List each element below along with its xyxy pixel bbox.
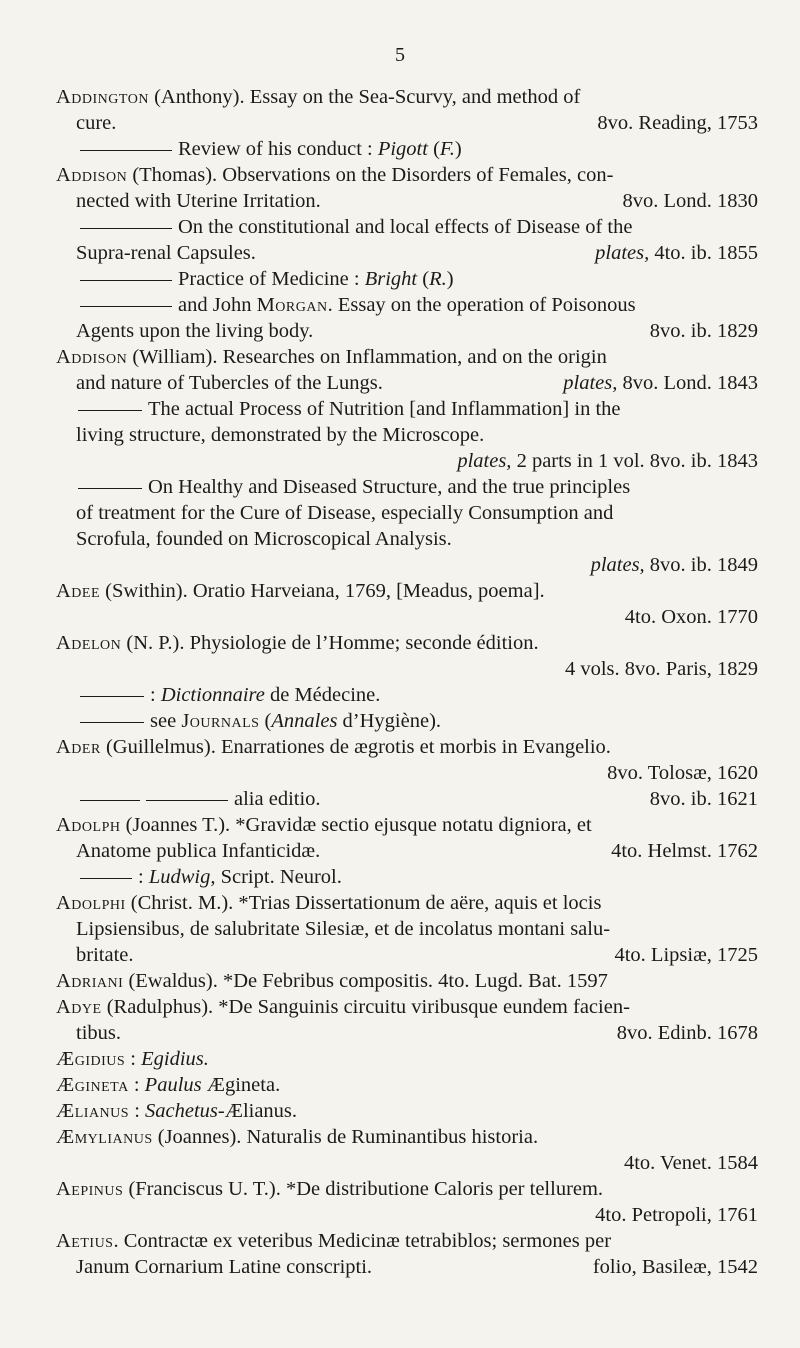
entry-text: : <box>128 1074 145 1096</box>
publication-info: 8vo. Reading, 1753 <box>597 112 758 134</box>
entry-text: ( <box>259 710 272 732</box>
entry-text: Review of his conduct : <box>178 138 378 160</box>
entry-text: alia editio. <box>234 788 321 810</box>
cross-reference: Ludwig, <box>148 866 216 888</box>
entry-text: cure. <box>76 112 117 134</box>
entry-text: On Healthy and Diseased Structure, and the true principles <box>148 476 631 498</box>
entry-aetius <box>56 1228 758 1280</box>
publication-info <box>56 552 758 578</box>
entry-text: . Essay on the operation of Poisonous <box>327 294 636 316</box>
author-name: Æmylianus <box>56 1126 153 1148</box>
cross-reference: Sachetus- <box>145 1100 225 1122</box>
entry-text: ( <box>417 268 430 290</box>
plates-note: plates, <box>590 554 645 576</box>
entry-text: (Joannes T.). *Gravidæ sectio ejusque notatu digniora, et <box>120 814 592 836</box>
cross-reference: Pigott <box>377 138 428 160</box>
entry-text: ) <box>446 268 454 290</box>
publication-info: 4to. Lipsiæ, 1725 <box>614 944 758 966</box>
author-name: Addison <box>56 164 128 186</box>
ditto-dash <box>78 488 142 489</box>
entry-text: and John <box>178 294 257 316</box>
entry-text: Script. Neurol. <box>215 866 342 888</box>
entry-text: Scrofula, founded on Microscopical Analysis. <box>76 528 452 550</box>
author-name: Addison <box>56 346 128 368</box>
entry-ader <box>56 734 758 786</box>
entry-aegineta <box>56 1072 758 1098</box>
publication-info <box>595 240 758 266</box>
entry-addison-supra-renal <box>56 214 758 266</box>
plates-note: plates, <box>457 450 512 472</box>
entry-text: (Thomas). Observations on the Disorders of Females, con- <box>127 164 614 186</box>
cross-reference: Egidius. <box>141 1048 209 1070</box>
author-name: Ægidius <box>56 1048 126 1070</box>
entry-adelon <box>56 630 758 682</box>
entry-adee <box>56 578 758 630</box>
author-name: Adye <box>56 996 102 1018</box>
entry-aegidius <box>56 1046 758 1072</box>
entry-text: ) <box>454 138 462 160</box>
entry-text: ( <box>427 138 440 160</box>
publication-info: 8vo. Lond. 1830 <box>622 190 758 212</box>
publication-detail: 4to. ib. 1855 <box>649 242 758 264</box>
cross-reference: Paulus <box>144 1074 202 1096</box>
entry-addison-practice <box>56 266 758 292</box>
publication-info: 8vo. Tolosæ, 1620 <box>607 762 758 784</box>
entry-text: Ægineta. <box>201 1074 281 1096</box>
entry-text: and nature of Tubercles of the Lungs. <box>76 372 383 394</box>
entry-text: Supra-renal Capsules. <box>76 242 256 264</box>
entry-text: : <box>129 1100 146 1122</box>
author-name: Aetius <box>56 1230 114 1252</box>
publication-info: 8vo. ib. 1621 <box>649 788 758 810</box>
author-name: Adolphi <box>56 892 126 914</box>
publication-info: 4to. Venet. 1584 <box>623 1152 758 1174</box>
cross-reference: Bright <box>364 268 418 290</box>
publication-detail: 8vo. ib. 1849 <box>644 554 758 576</box>
ditto-dash <box>146 800 228 801</box>
author-name: Addington <box>56 86 149 108</box>
entry-aemylianus <box>56 1124 758 1176</box>
entry-addington-review <box>56 136 758 162</box>
entry-addison-nutrition <box>56 396 758 474</box>
publication-detail: 8vo. Lond. 1843 <box>617 372 758 394</box>
entry-addison-healthy <box>56 474 758 578</box>
author-name: Adee <box>56 580 101 602</box>
entry-text: (Guillelmus). Enarrationes de ægrotis et morbis in Evangelio. <box>100 736 611 758</box>
entry-aepinus <box>56 1176 758 1228</box>
entry-text: (Anthony). Essay on the Sea-Scurvy, and method of <box>148 86 581 108</box>
entry-text: On the constitutional and local effects of Disease of the <box>178 216 633 238</box>
entry-text: Janum Cornarium Latine conscripti. <box>76 1256 373 1278</box>
entry-text: britate. <box>76 944 134 966</box>
entry-text: d’Hygiène). <box>337 710 442 732</box>
entry-adye <box>56 994 758 1046</box>
publication-info: 8vo. ib. 1829 <box>649 320 758 342</box>
entry-text: (N. P.). Physiologie de l’Homme; seconde édition. <box>121 632 539 654</box>
entry-text: (Ewaldus). *De Febribus compositis. 4to. Lugd. Bat. 1597 <box>123 970 608 992</box>
entry-text: de Médecine. <box>264 684 381 706</box>
cross-reference: Annales <box>271 710 338 732</box>
entry-addison-william <box>56 344 758 396</box>
entry-text: see <box>150 710 182 732</box>
publication-info: 4to. Petropoli, 1761 <box>595 1204 758 1226</box>
entry-text: tibus. <box>76 1022 121 1044</box>
entry-text: of treatment for the Cure of Disease, especially Consumption and <box>76 502 614 524</box>
entry-text: Practice of Medicine : <box>178 268 365 290</box>
entry-text: Agents upon the living body. <box>76 320 314 342</box>
entry-adelon-journals <box>56 708 758 734</box>
entry-text: (Christ. M.). *Trias Dissertationum de aëre, aquis et locis <box>125 892 602 914</box>
entry-addington <box>56 84 758 136</box>
ditto-dash <box>80 696 144 697</box>
ditto-dash <box>80 306 172 307</box>
entry-text: : <box>150 684 161 706</box>
ditto-dash <box>80 150 172 151</box>
author-name: Adolph <box>56 814 121 836</box>
author-name: Ader <box>56 736 101 758</box>
ditto-dash <box>80 800 140 801</box>
author-name: Aepinus <box>56 1178 124 1200</box>
author-name: Adriani <box>56 970 124 992</box>
entry-text: : <box>125 1048 142 1070</box>
entry-adolph-ludwig <box>56 864 758 890</box>
page-number: 5 <box>395 44 405 66</box>
entry-text: Anatome publica Infanticidæ. <box>76 840 321 862</box>
entry-adriani <box>56 968 758 994</box>
entry-adolphi <box>56 890 758 968</box>
author-name: Adelon <box>56 632 122 654</box>
ditto-dash <box>80 228 172 229</box>
publication-info: 4 vols. 8vo. Paris, 1829 <box>564 658 758 680</box>
publication-info: folio, Basileæ, 1542 <box>592 1256 758 1278</box>
ditto-dash <box>80 280 172 281</box>
entry-text: . Contractæ ex veteribus Medicinæ tetrabiblos; sermones per <box>113 1230 612 1252</box>
entry-text: living structure, demonstrated by the Microscope. <box>76 424 485 446</box>
publication-info <box>563 370 758 396</box>
entry-text: (William). Researches on Inflammation, and on the origin <box>127 346 607 368</box>
entry-text: Ælianus. <box>224 1100 298 1122</box>
ditto-dash <box>80 878 132 879</box>
entry-text: (Joannes). Naturalis de Ruminantibus historia. <box>152 1126 539 1148</box>
cross-reference: Dictionnaire <box>160 684 265 706</box>
entry-text: (Franciscus U. T.). *De distributione Caloris per tellurem. <box>123 1178 604 1200</box>
bibliography-list <box>56 84 758 1280</box>
entry-aelianus <box>56 1098 758 1124</box>
entry-text: (Radulphus). *De Sanguinis circuitu viribusque eundem facien- <box>101 996 630 1018</box>
author-name: Morgan <box>256 294 328 316</box>
publication-info: 8vo. Edinb. 1678 <box>616 1022 758 1044</box>
publication-info: 4to. Oxon. 1770 <box>624 606 758 628</box>
entry-text: Lipsiensibus, de salubritate Silesiæ, et de incolatus montani salu- <box>76 918 611 940</box>
author-name: Ægineta <box>56 1074 129 1096</box>
ditto-dash <box>78 410 142 411</box>
cross-reference: R. <box>429 268 447 290</box>
entry-text: (Swithin). Oratio Harveiana, 1769, [Meadus, poema]. <box>100 580 545 602</box>
plates-note: plates, <box>563 372 618 394</box>
publication-info <box>56 448 758 474</box>
publication-info: 4to. Helmst. 1762 <box>611 840 758 862</box>
entry-text: The actual Process of Nutrition [and Inflammation] in the <box>148 398 621 420</box>
cross-reference: F. <box>439 138 455 160</box>
entry-ader-alia <box>56 786 758 812</box>
entry-adelon-dictionnaire <box>56 682 758 708</box>
author-name: Journals <box>181 710 260 732</box>
plates-note: plates, <box>595 242 650 264</box>
entry-text: nected with Uterine Irritation. <box>76 190 321 212</box>
entry-addison-morgan <box>56 292 758 344</box>
entry-adolph <box>56 812 758 864</box>
publication-detail: 2 parts in 1 vol. 8vo. ib. 1843 <box>511 450 758 472</box>
entry-text: : <box>138 866 149 888</box>
entry-addison-thomas <box>56 162 758 214</box>
ditto-dash <box>80 722 144 723</box>
author-name: Ælianus <box>56 1100 130 1122</box>
